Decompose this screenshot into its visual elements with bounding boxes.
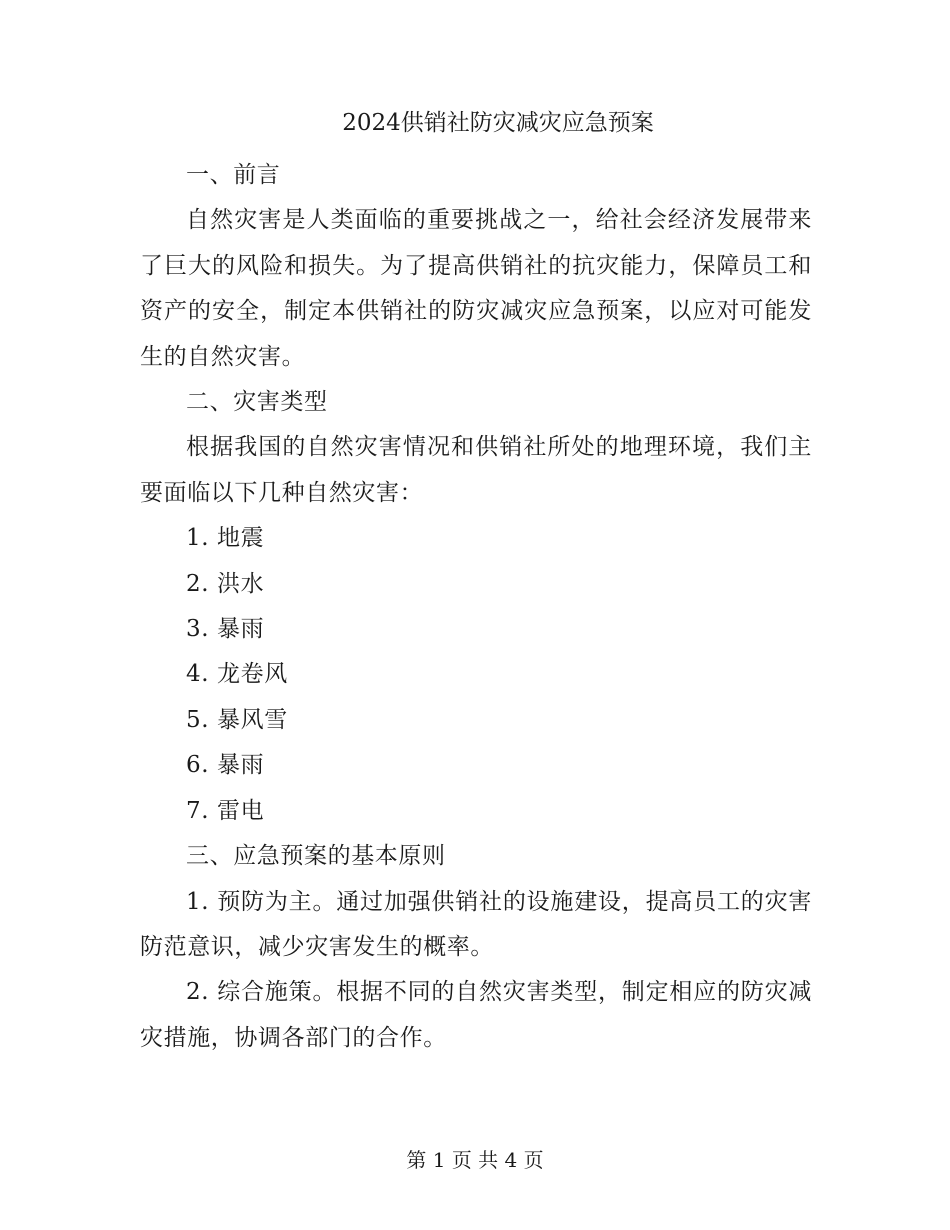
list-item: 2. 洪水 [186,570,265,597]
principle-item: 2. 综合施策。根据不同的自然灾害类型，制定相应的防灾减灾措施，协调各部门的合作。 [140,979,812,1051]
document-body [140,153,812,1061]
list-item: 6. 暴雨 [186,752,265,779]
list-item: 4. 龙卷风 [186,661,288,688]
list-item: 3. 暴雨 [186,616,265,643]
section-heading-preface: 一、前言 [186,162,281,188]
paragraph-preface: 自然灾害是人类面临的重要挑战之一，给社会经济发展带来了巨大的风险和损失。为了提高供销社的抗灾能力，保障员工和资产的安全，制定本供销社的防灾减灾应急预案，以应对可能发生的自然灾害。 [140,207,812,370]
paragraph-disaster-intro: 根据我国的自然灾害情况和供销社所处的地理环境，我们主要面临以下几种自然灾害： [140,434,812,506]
principle-item: 1. 预防为主。通过加强供销社的设施建设，提高员工的灾害防范意识，减少灾害发生的概率。 [140,888,812,960]
page-footer: 第 1 页 共 4 页 [406,1148,544,1172]
section-heading-disaster-types: 二、灾害类型 [186,389,328,416]
list-item: 7. 雷电 [186,797,265,824]
document-title: 2024供销社防灾减灾应急预案 [342,110,654,136]
list-item: 5. 暴风雪 [186,706,288,733]
list-item: 1. 地震 [186,525,265,552]
section-heading-principles: 三、应急预案的基本原则 [186,843,446,870]
